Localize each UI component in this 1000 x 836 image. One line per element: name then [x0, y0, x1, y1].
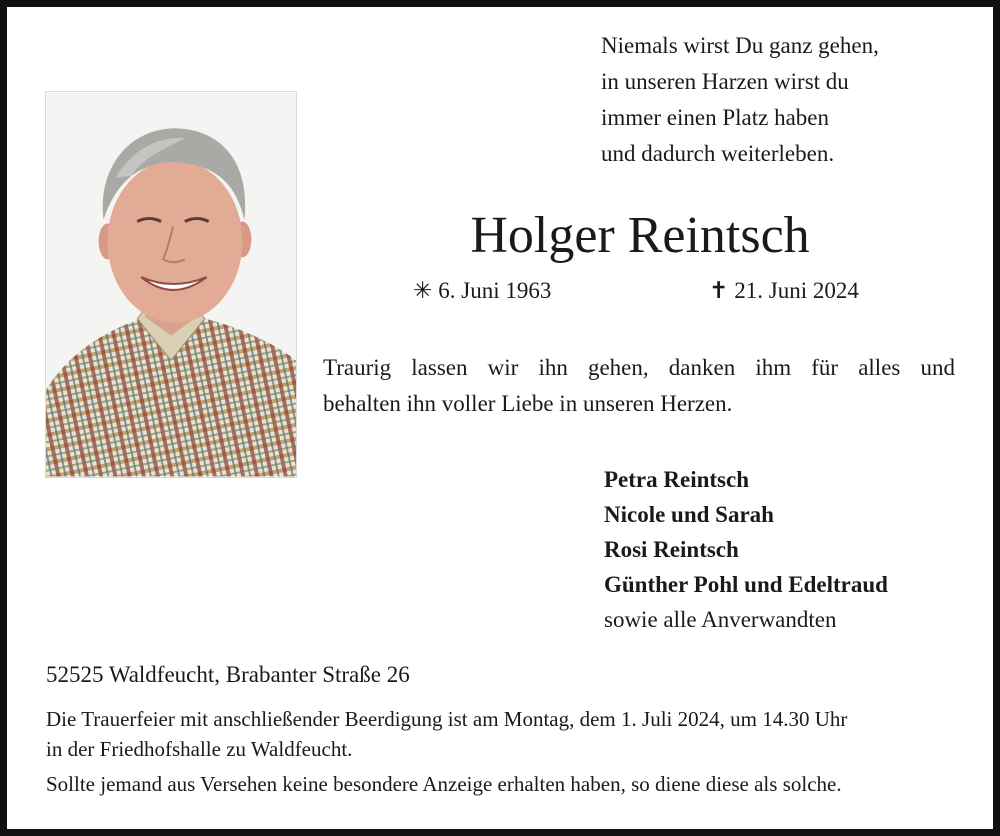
deceased-name: Holger Reintsch [470, 207, 810, 264]
birth-star-icon: ✳ [413, 278, 433, 303]
poem-line: immer einen Platz haben [601, 105, 830, 130]
family-member: Rosi Reintsch [604, 537, 739, 562]
intro-line: Traurig lassen wir ihn gehen, danken ihm für alles und [323, 355, 955, 380]
portrait-photo [45, 91, 297, 478]
birth-date: 6. Juni 1963 [438, 278, 552, 303]
poem-line: und dadurch weiterleben. [601, 141, 835, 166]
family-member: Nicole und Sarah [604, 502, 774, 527]
intro-text [323, 350, 955, 422]
memorial-poem [601, 28, 879, 172]
poem-line: Niemals wirst Du ganz gehen, [601, 33, 879, 58]
family-signatures [604, 462, 888, 637]
death-cross-icon: ✝ [709, 278, 729, 303]
death-date-line [709, 276, 859, 306]
ceremony-line: Die Trauerfeier mit anschließender Beerdigung ist am Montag, dem 1. Juli 2024, um 14.30 Uhr [46, 707, 848, 731]
family-member: Petra Reintsch [604, 467, 749, 492]
family-member: Günther Pohl und Edeltraud [604, 572, 888, 597]
death-date: 21. Juni 2024 [734, 278, 859, 303]
funeral-notice [46, 704, 956, 799]
intro-line: behalten ihn voller Liebe in unseren Herzen. [323, 391, 733, 416]
poem-line: in unseren Harzen wirst du [601, 69, 849, 94]
family-closing: sowie alle Anverwandten [604, 607, 837, 632]
family-address: 52525 Waldfeucht, Brabanter Straße 26 [46, 662, 410, 687]
birth-date-line [413, 276, 551, 306]
apology-line: Sollte jemand aus Versehen keine besondere Anzeige erhalten haben, so diene diese als solche. [46, 772, 842, 796]
ceremony-line: in der Friedhofshalle zu Waldfeucht. [46, 737, 353, 761]
